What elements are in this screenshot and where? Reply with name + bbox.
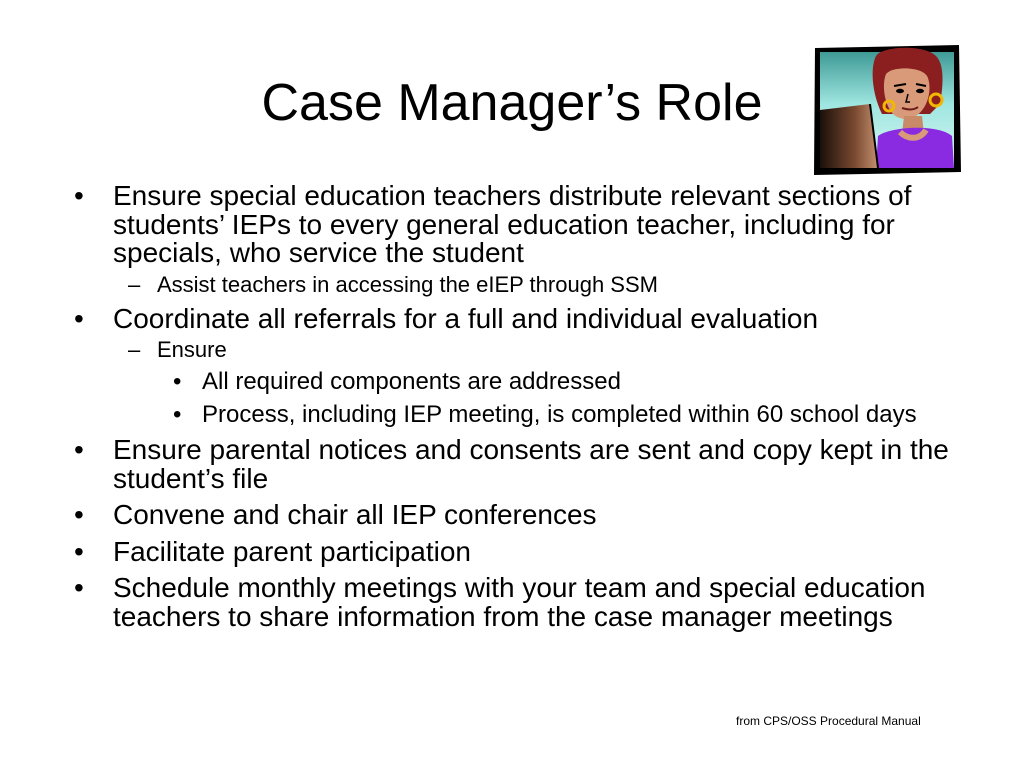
bullet-marker: • [74,535,84,567]
bullet-list [70,178,960,631]
bullet-item-parent-participation [70,535,960,567]
bullet-item-distribute-ieps [70,182,960,297]
bullet-item-monthly-meetings [70,574,960,631]
bullet-item-coordinate-referrals [70,302,960,429]
source-footnote: from CPS/OSS Procedural Manual [736,714,921,728]
sub-sub-bullet-item-components [157,369,960,395]
bullet-marker: • [74,434,84,465]
bullet-marker: • [74,302,84,334]
sub-list [113,273,960,297]
bullet-item-parental-notices [70,436,960,493]
sub-bullet-text: Assist teachers in accessing the eIEP through SSM [157,271,658,297]
slide-title: Case Manager’s Role [261,74,763,132]
bullet-text: Convene and chair all IEP conferences [113,499,597,530]
bullet-text: Schedule monthly meetings with your team and special education teachers to share information from the case manager meetings [113,572,926,632]
woman-at-computer-clipart-image [812,44,962,176]
bullet-marker: • [74,572,84,603]
sub-bullet-text: Ensure [157,337,227,362]
sub-sub-bullet-item-60-days [157,402,960,428]
sub-bullet-item-ensure [113,338,960,428]
bullet-marker: • [173,368,182,395]
dash-marker: – [128,271,141,297]
sub-sub-bullet-text: All required components are addressed [202,368,621,395]
bullet-text: Ensure special education teachers distribute relevant sections of students’ IEPs to every general education teacher, including for specials, who service the student [113,180,912,268]
bullet-marker: • [173,401,182,428]
bullet-marker: • [74,180,84,211]
sub-sub-list [157,369,960,428]
sub-sub-bullet-text: Process, including IEP meeting, is completed within 60 school days [202,401,917,428]
sub-list [113,338,960,428]
bullet-marker: • [74,499,84,530]
bullet-text: Facilitate parent participation [113,535,471,567]
woman-at-computer-clipart [812,44,962,176]
bullet-text: Coordinate all referrals for a full and individual evaluation [113,302,819,334]
sub-bullet-item-eiep-access [113,273,960,297]
dash-marker: – [128,337,141,362]
bullet-text: Ensure parental notices and consents are sent and copy kept in the student’s file [113,434,949,494]
bullet-item-iep-conferences [70,501,960,530]
